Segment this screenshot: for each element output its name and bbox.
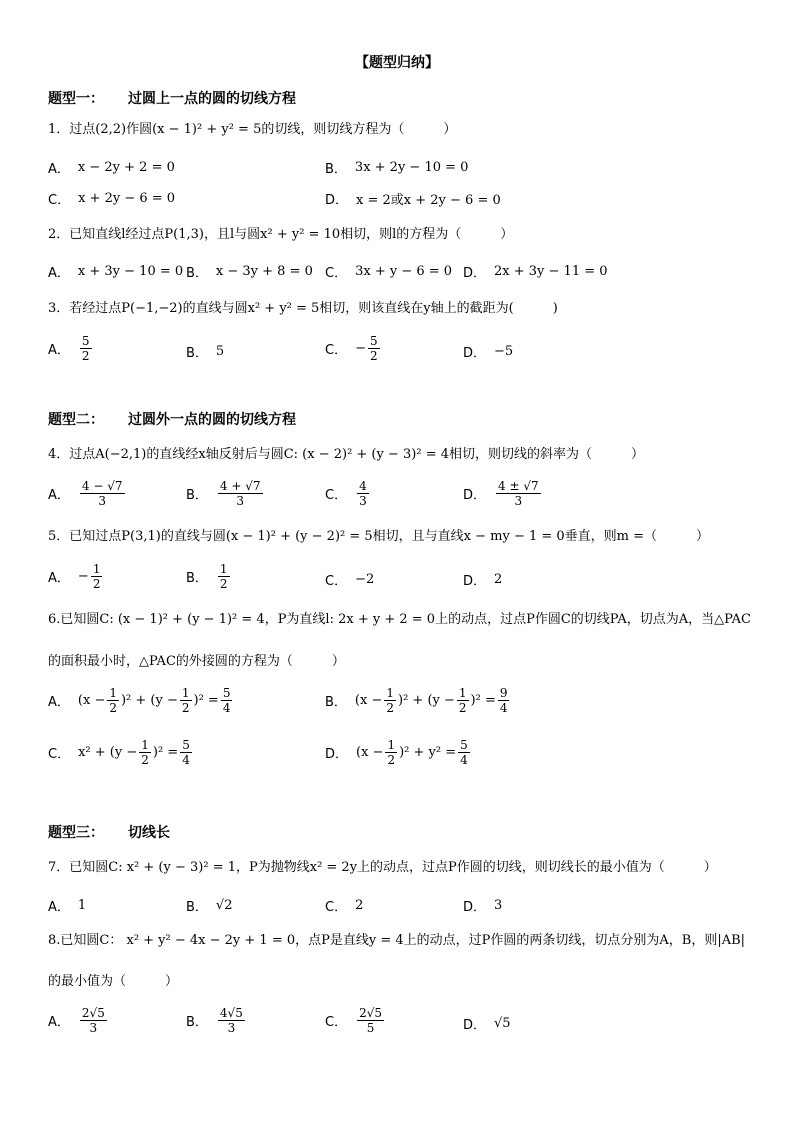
question-2-option-a[interactable]: A． x + 3y − 10 = 0: [48, 264, 184, 281]
fraction: $\frac{4}{3}$: [359, 479, 367, 508]
question-8-option-b[interactable]: B． $\frac{4√5}{3}$: [186, 1006, 243, 1035]
fraction: $\frac{5}{4}$: [460, 738, 468, 767]
fraction: $\frac{1}{2}$: [458, 686, 467, 715]
question-5-option-a[interactable]: A． − $\frac{1}{2}$: [48, 562, 101, 591]
fraction: $\frac{5}{4}$: [222, 686, 231, 715]
question-1-option-a[interactable]: A． x − 2y + 2 = 0: [48, 160, 175, 177]
question-2-stem: 2．已知直线l经过点P(1,3)，且l与圆x² + y² = 10相切，则l的方程为（ ）: [48, 227, 514, 242]
question-2-option-b[interactable]: B． x − 3y + 8 = 0: [186, 264, 313, 281]
fraction: $\frac{9}{4}$: [499, 686, 508, 715]
fraction: $\frac{1}{2}$: [219, 562, 228, 591]
section-label: 题型二：: [48, 412, 104, 428]
question-7-option-b[interactable]: B． √2: [186, 898, 233, 915]
question-4-option-d[interactable]: D． $\frac{4 \pm √7}{3}$: [463, 479, 539, 508]
question-2-option-c[interactable]: C． 3x + y − 6 = 0: [325, 264, 453, 281]
question-2-option-d[interactable]: D． 2x + 3y − 11 = 0: [463, 264, 608, 281]
question-8-option-c[interactable]: C． $\frac{2√5}{5}$: [325, 1006, 382, 1035]
fraction: $\frac{1}{2}$: [109, 686, 117, 715]
section-text: 过圆上一点的圆的切线方程: [128, 91, 296, 107]
fraction: $\frac{4 + √7}{3}$: [219, 479, 261, 508]
question-3-option-c[interactable]: C． − $\frac{5}{2}$: [325, 334, 378, 363]
question-8-stem: 8.已知圆C： x² + y² − 4x − 2y + 1 = 0，点P是直线y = 4上的动点，过P作圆的两条切线，切点分别为A，B，则|AB|: [48, 933, 746, 948]
section-label: 题型三：: [48, 825, 104, 841]
fraction: $\frac{1}{2}$: [181, 686, 190, 715]
fraction: $\frac{4 - √7}{3}$: [81, 479, 123, 508]
section-text: 过圆外一点的圆的切线方程: [128, 412, 296, 428]
question-3-option-d[interactable]: D． −5: [463, 344, 514, 361]
question-6-option-d[interactable]: D． (x − $\frac{1}{2}$ )² + y² = $\frac{5}{4}$: [325, 738, 468, 767]
fraction: $\frac{4√5}{3}$: [219, 1006, 243, 1035]
fraction: $\frac{1}{2}$: [387, 738, 396, 767]
fraction: $\frac{5}{2}$: [81, 334, 90, 363]
fraction: $\frac{2√5}{5}$: [359, 1006, 382, 1035]
fraction: $\frac{4 \pm √7}{3}$: [498, 479, 539, 508]
question-7-option-a[interactable]: A． 1: [48, 898, 87, 915]
page-title: 【题型归纳】: [355, 55, 439, 71]
fraction: $\frac{1}{2}$: [386, 686, 394, 715]
question-5-option-b[interactable]: B． $\frac{1}{2}$: [186, 562, 228, 591]
question-7-option-c[interactable]: C． 2: [325, 898, 364, 915]
question-8-option-a[interactable]: A． $\frac{2√5}{3}$: [48, 1006, 105, 1035]
question-1-option-d[interactable]: D． x = 2或x + 2y − 6 = 0: [325, 193, 501, 208]
question-7-stem: 7．已知圆C: x² + (y − 3)² = 1，P为抛物线x² = 2y上的动点，过点P作圆的切线，则切线长的最小值为（ ）: [48, 860, 717, 875]
question-6-stem: 6.已知圆C: (x − 1)² + (y − 1)² = 4，P为直线l: 2x + y + 2 = 0上的动点，过点P作圆C的切线PA，切点为A，当△PAC: [48, 612, 751, 627]
question-5-stem: 5．已知过点P(3,1)的直线与圆(x − 1)² + (y − 2)² = 5相切，且与直线x − my − 1 = 0垂直，则m =（ ）: [48, 529, 710, 544]
question-4-option-a[interactable]: A． $\frac{4 - √7}{3}$: [48, 479, 123, 508]
question-1-option-b[interactable]: B． 3x + 2y − 10 = 0: [325, 160, 469, 177]
fraction: $\frac{2√5}{3}$: [81, 1006, 105, 1035]
fraction: $\frac{1}{2}$: [92, 562, 101, 591]
question-5-option-c[interactable]: C． −2: [325, 572, 375, 589]
fraction: $\frac{5}{2}$: [369, 334, 378, 363]
section-text: 切线长: [128, 825, 170, 841]
section-heading-1: [48, 88, 296, 108]
section-label: 题型一：: [48, 91, 104, 107]
question-8-stem-cont: 的最小值为（ ）: [48, 974, 179, 989]
section-heading-2: [48, 409, 296, 429]
question-6-option-a[interactable]: A． (x − $\frac{1}{2}$ )² + (y − $\frac{1}{2}$ )² = $\frac{5}{4}$: [48, 686, 231, 715]
question-6-option-c[interactable]: C． x² + (y − $\frac{1}{2}$ )² = $\frac{5}{4}$: [48, 738, 190, 767]
question-7-option-d[interactable]: D． 3: [463, 898, 503, 915]
question-1-option-c[interactable]: C． x + 2y − 6 = 0: [48, 191, 176, 208]
question-3-stem: 3．若经过点P(−1,−2)的直线与圆x² + y² = 5相切，则该直线在y轴上的截距为( ): [48, 301, 558, 316]
section-heading-3: [48, 822, 170, 842]
question-3-option-a[interactable]: A． $\frac{5}{2}$: [48, 334, 90, 363]
question-6-option-b[interactable]: B． (x − $\frac{1}{2}$ )² + (y − $\frac{1}{2}$ )² = $\frac{9}{4}$: [325, 686, 508, 715]
question-5-option-d[interactable]: D． 2: [463, 572, 503, 589]
question-4-stem: 4．过点A(−2,1)的直线经x轴反射后与圆C: (x − 2)² + (y − 3)² = 4相切，则切线的斜率为（ ）: [48, 447, 644, 462]
fraction: $\frac{5}{4}$: [182, 738, 190, 767]
question-8-option-d[interactable]: D． √5: [463, 1016, 511, 1033]
question-4-option-c[interactable]: C． $\frac{4}{3}$: [325, 479, 367, 508]
question-3-option-b[interactable]: B． 5: [186, 344, 225, 361]
question-6-stem-cont: 的面积最小时，△PAC的外接圆的方程为（ ）: [48, 654, 345, 669]
question-1-stem: 1．过点(2,2)作圆(x − 1)² + y² = 5的切线，则切线方程为（ ）: [48, 122, 457, 137]
question-4-option-b[interactable]: B． $\frac{4 + √7}{3}$: [186, 479, 261, 508]
fraction: $\frac{1}{2}$: [141, 738, 149, 767]
